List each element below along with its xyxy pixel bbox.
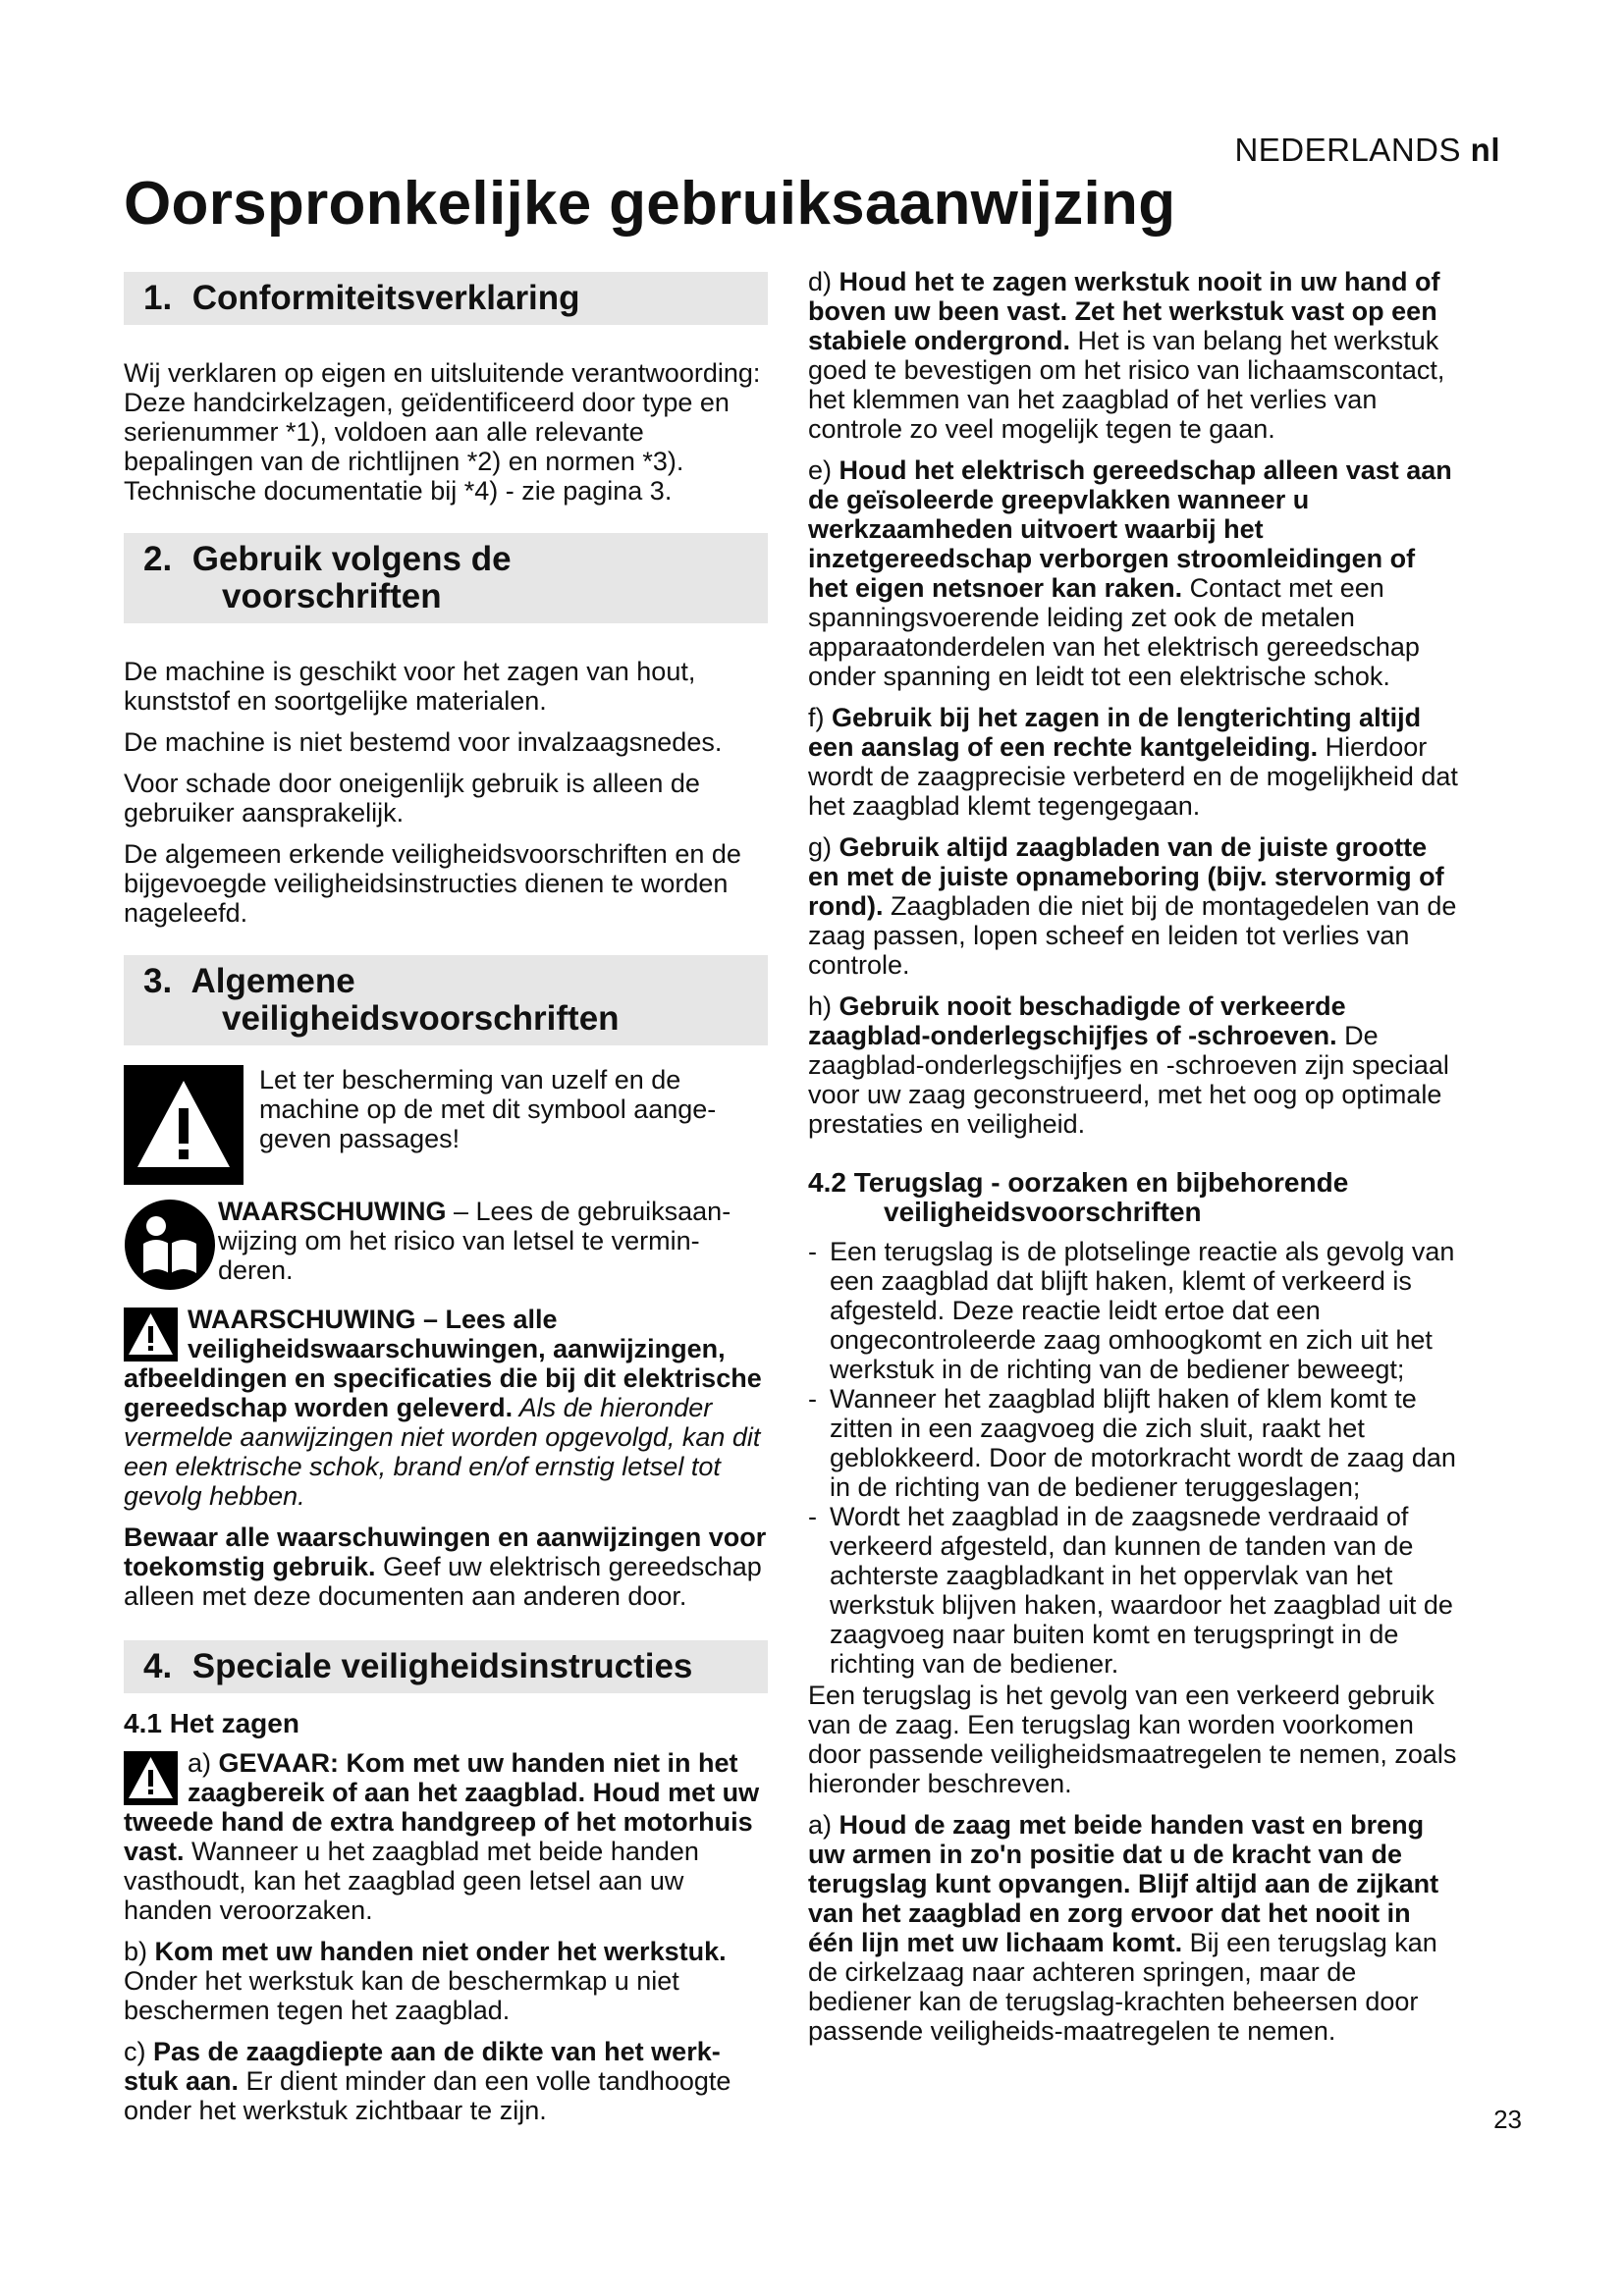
section-number: 3. (143, 962, 173, 1000)
left-column (124, 267, 768, 2137)
list-item: - Wordt het zaagblad in de zaagsnede verdraaid of verkeerd afgesteld, dan kunnen de tanden van de achterste zaagbladkant in het oppervlak van het werkstuk blijven haken, waardoor het zaagblad uit de zaagvoeg naar buiten komt en terugspringt in de richting van de bediener. (808, 1502, 1458, 1679)
language-label (1234, 132, 1500, 169)
conformity-text: Wij verklaren op eigen en uitsluitende verantwoording: Deze handcirkelzagen, geïdentificeerd door type en serienummer *1), voldoen aan alle relevante bepalingen van de richtlijnen *2) en normen *3). Technische documentatie bij *4) - zie pagina 3. (124, 358, 761, 506)
language-code: nl (1470, 132, 1500, 168)
instruction-b-text: Onder het werkstuk kan de beschermkap u niet beschermen tegen het zaagblad. (124, 1966, 679, 2025)
section-heading-3 (124, 955, 768, 1045)
keep-instructions-text: Geef uw elektrisch gereedschap alleen met deze documenten aan anderen door. (124, 1552, 762, 1611)
section-heading-4 (124, 1640, 768, 1693)
item-prefix: a) (808, 1810, 839, 1840)
section-number: 2. (143, 540, 173, 578)
manual-warning-row (124, 1197, 768, 1293)
intended-use-p4: De algemeen erkende veiligheidsvoorschriften en de bijgevoegde veiligheidsinstructies dienen te worden nageleefd. (124, 839, 741, 928)
subsection-heading-4-1: 4.1 Het zagen (124, 1708, 299, 1738)
keep-instructions (124, 1522, 768, 1611)
instruction-a-text: Wanneer u het zaagblad met beide handen vasthoudt, kan het zaagblad geen letsel aan uw handen veroorzaken. (124, 1837, 699, 1925)
keep-instructions-bold: Bewaar alle waarschuwingen en aanwijzingen voor toekomstig gebruik. (124, 1522, 767, 1581)
section-title-line1: Gebruik volgens de (191, 540, 512, 578)
instruction-d-text: Het is van belang het werkstuk goed te bevestigen om het risico van lichaamscontact, het klemmen van het zaagblad of het verlies van controle zo veel mogelijk tegen te gaan. (808, 326, 1445, 444)
symbol-note-row (124, 1065, 768, 1185)
item-prefix: g) (808, 832, 839, 862)
instruction-d (808, 267, 1458, 444)
section-title: Speciale veiligheidsinstructies (191, 1647, 693, 1685)
item-prefix: f) (808, 703, 832, 732)
item-prefix: b) (124, 1937, 155, 1966)
read-manual-icon (122, 1197, 218, 1293)
instruction-b-bold: Kom met uw handen niet onder het werkstuk. (154, 1937, 727, 1966)
instruction-f-bold: Gebruik bij het zagen in de lengterichting altijd een aanslag of een rechte kantgeleiding. (808, 703, 1422, 762)
instruction-g-text: Zaagbladen die niet bij de montagedelen van de zaag passen, lopen scheef en leiden tot verlies van controle. (808, 891, 1457, 980)
page-title: Oorspronkelijke gebruiksaanwijzing (124, 170, 1176, 238)
section-heading-1 (124, 272, 768, 325)
kickback-instruction-a-text: Bij een terugslag kan de cirkelzaag naar achteren springen, maar de bediener kan de terugslag-krachten beheersen door passende veiligheids-maatregelen te nemen. (808, 1928, 1437, 2046)
instruction-b (124, 1937, 768, 2025)
section-title-line2: voorschriften (222, 577, 442, 615)
instruction-h-bold: Gebruik nooit beschadigde of verkeerde zaagblad-onderlegschijfjes of -schroeven. (808, 991, 1346, 1050)
list-item: - Een terugslag is de plotselinge reactie als gevolg van een zaagblad dat blijft haken, klemt of verkeerd is afgesteld. Deze reactie leidt ertoe dat een ongecontroleerde zaag omhoogkomt en zich uit het werkstuk in de richting van de bediener beweegt; (808, 1237, 1458, 1384)
symbol-note: Let ter bescherming van uzelf en de machine op de met dit symbool aange-geven passages! (259, 1065, 717, 1153)
instruction-c-bold: Pas de zaagdiepte aan de dikte van het werk-stuk aan. (124, 2037, 721, 2096)
kickback-instruction-a (808, 1810, 1458, 2046)
warning-triangle-icon (124, 1065, 244, 1185)
subsection-title-line1: 4.2 Terugslag - oorzaken en bijbehorende (808, 1167, 1349, 1198)
subsection-heading-4-2 (808, 1168, 1458, 1227)
item-prefix: a) (188, 1748, 219, 1778)
section-number: 4. (143, 1647, 173, 1685)
instruction-h (808, 991, 1458, 1139)
section-title-line1: Algemene (190, 962, 355, 1000)
general-warning-italic: Als de hieronder vermelde aanwijzingen niet worden opgevolgd, kan dit een elektrische schok, brand en/of ernstig letsel tot gevolg hebben. (124, 1393, 761, 1511)
instruction-e (808, 455, 1458, 691)
intended-use-p1: De machine is geschikt voor het zagen van hout, kunststof en soortgelijke materialen. (124, 657, 696, 716)
section-heading-2 (124, 533, 768, 623)
item-prefix: h) (808, 991, 839, 1021)
kickback-instruction-a-bold: Houd de zaag met beide handen vast en breng uw armen in zo'n positie dat u de kracht van de terugslag kunt opvangen. Blijf altijd aan de zijkant van het zaagblad en zorg ervoor dat het nooit in één lijn met uw lichaam komt. (808, 1810, 1439, 1957)
instruction-c (124, 2037, 768, 2125)
section-title-line2: veiligheidsvoorschriften (222, 999, 620, 1038)
subsection-title-line2: veiligheidsvoorschriften (884, 1197, 1202, 1227)
instruction-g-bold: Gebruik altijd zaagbladen van de juiste grootte en met de juiste opnameboring (bijv. stervormig of rond). (808, 832, 1444, 921)
manual-warning (218, 1197, 768, 1285)
instruction-f-text: Hierdoor wordt de zaagprecisie verbeterd en de mogelijkheid dat het zaagblad klemt tegengegaan. (808, 732, 1458, 821)
instruction-e-bold: Houd het elektrisch gereedschap alleen vast aan de geïsoleerde greepvlakken wanneer u werkzaamheden uitvoert waarbij het inzetgereedschap verborgen stroomleidingen of het eigen netsnoer kan raken. (808, 455, 1452, 603)
warning-label: WAARSCHUWING (218, 1197, 447, 1226)
instruction-a (124, 1748, 768, 1925)
kickback-summary: Een terugslag is het gevolg van een verkeerd gebruik van de zaag. Een terugslag kan worden voorkomen door passende veiligheidsmaatregelen te nemen, zoals hieronder beschreven. (808, 1681, 1457, 1798)
instruction-d-bold: Houd het te zagen werkstuk nooit in uw hand of boven uw been vast. Zet het werkstuk vast op een stabiele ondergrond. (808, 267, 1440, 355)
intended-use-p3: Voor schade door oneigenlijk gebruik is alleen de gebruiker aansprakelijk. (124, 769, 700, 828)
list-item: - Wanneer het zaagblad blijft haken of klem komt te zitten in een zaagvoeg die zich sluit, raakt het geblokkeerd. Door de motorkracht wordt de zaag dan in de richting van de bediener teruggeslagen; (808, 1384, 1458, 1502)
right-column (808, 267, 1458, 2057)
kickback-causes-list (808, 1237, 1458, 1679)
item-prefix: c) (124, 2037, 153, 2066)
general-warning (124, 1305, 768, 1511)
section-number: 1. (143, 279, 173, 317)
page-number: 23 (1493, 2105, 1522, 2134)
warning-triangle-icon (124, 1751, 178, 1805)
instruction-f (808, 703, 1458, 821)
intended-use-p2: De machine is niet bestemd voor invalzaagsnedes. (124, 727, 723, 757)
instruction-e-text: Contact met een spanningsvoerende leiding zet ook de metalen apparaatonderdelen van het elektrisch gereedschap onder spanning en leidt tot een elektrische schok. (808, 573, 1420, 691)
item-prefix: e) (808, 455, 839, 485)
section-title: Conformiteitsverklaring (191, 279, 580, 317)
instruction-c-text: Er dient minder dan een volle tandhoogte onder het werkstuk zichtbaar te zijn. (124, 2066, 731, 2125)
instruction-g (808, 832, 1458, 980)
item-prefix: d) (808, 267, 839, 296)
warning-triangle-icon (124, 1308, 178, 1362)
instruction-h-text: De zaagblad-onderlegschijfjes en -schroeven zijn speciaal voor uw zaag geconstrueerd, met het oog op optimale prestaties en veiligheid. (808, 1021, 1449, 1139)
language-name: NEDERLANDS (1234, 132, 1461, 168)
manual-warning-text: – Lees de gebruiksaan-wijzing om het risico van letsel te vermin-deren. (218, 1197, 731, 1285)
instruction-a-bold: GEVAAR: Kom met uw handen niet in het zaagbereik of aan het zaagblad. Houd met uw tweede hand de extra handgreep of het motorhuis vast. (124, 1748, 760, 1866)
general-warning-bold: WAARSCHUWING – Lees alle veiligheidswaarschuwingen, aanwijzingen, afbeeldingen en specificaties die bij dit elektrische gereedschap worden geleverd. (124, 1305, 762, 1422)
